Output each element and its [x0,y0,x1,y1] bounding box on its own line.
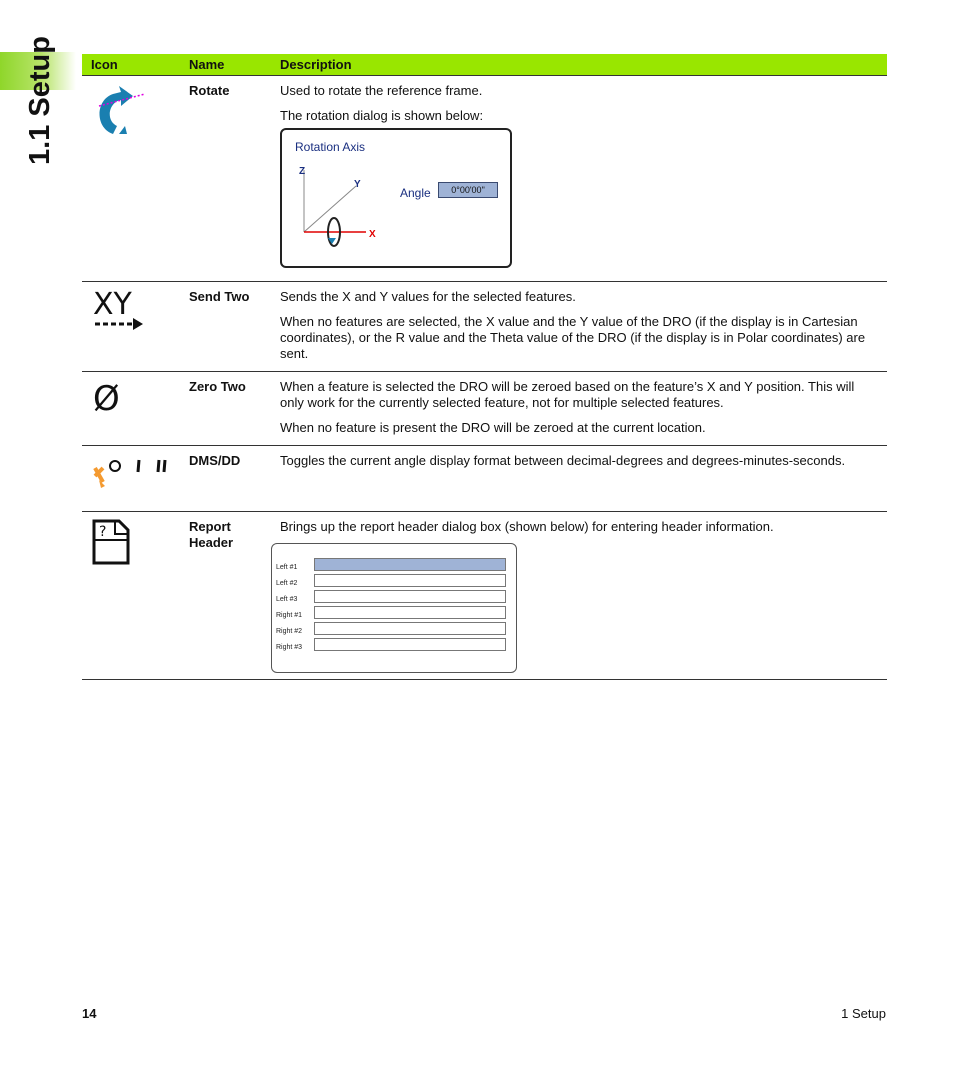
icon-cell [82,446,180,512]
chapter-title: 1.1 Setup [24,36,56,165]
row-description [271,446,887,512]
axis-z-label: Z [299,166,306,177]
row-name: Zero Two [180,372,271,446]
field-label: Left #1 [276,564,298,571]
axis-x-label: X [369,229,376,240]
left-1-input[interactable] [314,558,506,571]
row-name: Rotate [180,76,271,282]
right-2-input[interactable] [314,622,506,635]
chapter-footer: 1 Setup [841,1006,886,1021]
right-1-input[interactable] [314,606,506,619]
header-name: Name [180,54,271,76]
axis-y-label: Y [354,179,361,190]
icon-cell [82,512,180,680]
header-description: Description [271,54,887,76]
icon-cell [82,282,180,372]
row-name: DMS/DD [180,446,271,512]
axis-diagram [292,156,392,256]
table-row [82,282,887,372]
icon-cell [82,76,180,282]
field-label: Left #2 [276,580,298,587]
icon-cell [82,372,180,446]
table-row [82,512,887,680]
angle-value-field[interactable]: 0°00'00" [438,182,498,198]
desc-paragraph: When no features are selected, the X value and the Y value of the DRO (if the display is in Cartesian coordinates), or the R value and the Theta value of the DRO (if the display is in Polar coordinates) are sent. [280,314,866,361]
rotation-dialog-title: Rotation Axis [295,140,366,154]
table-row [82,446,887,512]
desc-paragraph: When no feature is present the DRO will be zeroed at the current location. [280,420,706,435]
row-description [271,76,887,282]
angle-label: Angle [400,186,431,200]
row-description [271,372,887,446]
field-label: Right #3 [276,644,303,651]
send-two-icon-text: XY [93,288,132,322]
desc-paragraph: Brings up the report header dialog box (shown below) for entering header information. [280,519,774,534]
zero-two-icon [91,378,131,418]
rotation-dialog [280,128,512,268]
zero-two-icon-text: Ø [93,379,120,418]
header-icon: Icon [82,54,180,76]
desc-paragraph: The rotation dialog is shown below: [280,108,484,123]
row-description [271,282,887,372]
left-3-input[interactable] [314,590,506,603]
right-3-input[interactable] [314,638,506,651]
report-header-dialog [271,543,517,673]
page-number: 14 [82,1006,97,1021]
row-name: Send Two [180,282,271,372]
send-two-icon [91,288,147,338]
row-description [271,512,887,680]
report-icon-text: ? [99,524,107,540]
field-label: Right #2 [276,628,303,635]
table-header-row [82,54,887,76]
report-header-icon [91,518,131,566]
desc-paragraph: Used to rotate the reference frame. [280,83,483,98]
dms-dd-icon [91,452,171,492]
field-label: Left #3 [276,596,298,603]
desc-paragraph: Sends the X and Y values for the selected features. [280,289,576,304]
table-row [82,372,887,446]
desc-paragraph: Toggles the current angle display format between decimal-degrees and degrees-minutes-seconds. [280,453,846,468]
icon-table [82,54,887,680]
left-2-input[interactable] [314,574,506,587]
table-row [82,76,887,282]
field-label: Right #1 [276,612,303,619]
row-name: Report Header [180,512,271,680]
desc-paragraph: When a feature is selected the DRO will be zeroed based on the feature’s X and Y position. This will only work for the currently selected feature, not for multiple selected features. [280,379,855,410]
rotate-icon [91,82,147,138]
